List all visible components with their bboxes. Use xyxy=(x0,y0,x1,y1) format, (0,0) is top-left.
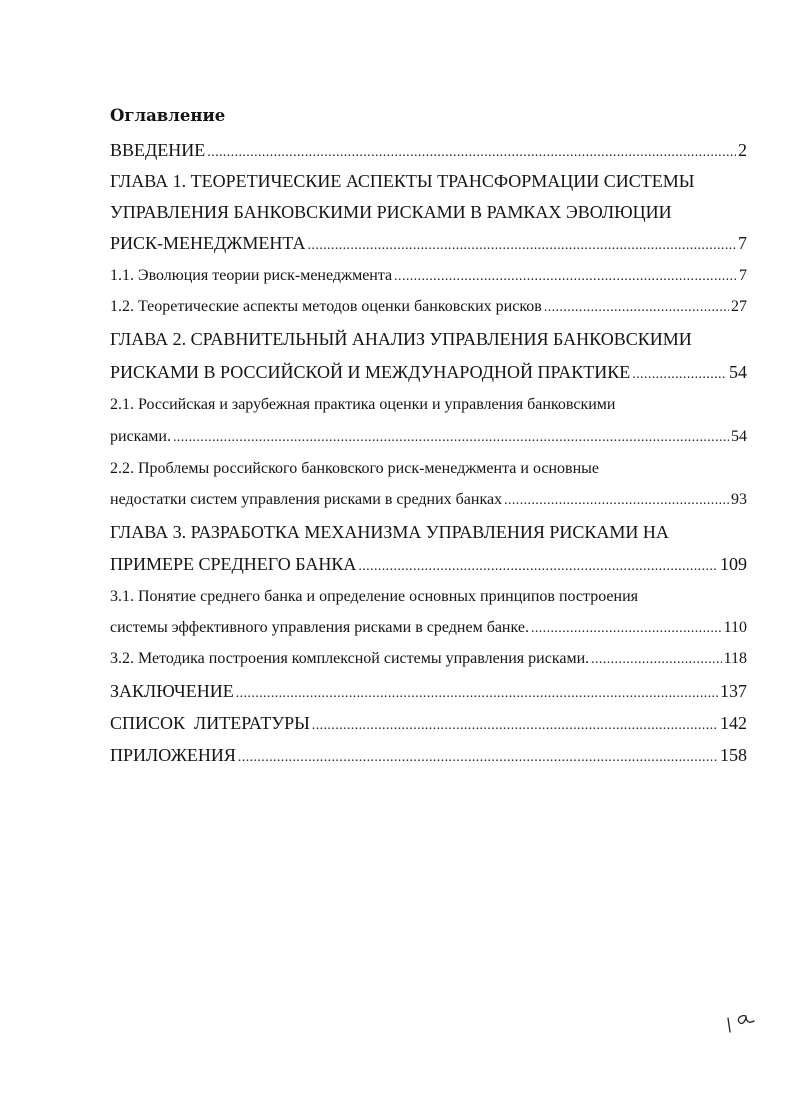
toc-entry-section-2-1 xyxy=(110,428,747,446)
handwritten-mark-icon xyxy=(724,1004,764,1034)
toc-entry-chapter1-line2: УПРАВЛЕНИЯ БАНКОВСКИМИ РИСКАМИ В РАМКАХ ЭВОЛЮЦИИ xyxy=(110,202,672,222)
toc-heading: Оглавление xyxy=(110,106,226,125)
toc-entry-title: рисками. xyxy=(110,428,171,445)
toc-entry-page: 27 xyxy=(731,298,747,315)
dot-leader xyxy=(236,686,718,702)
toc-entry-page: 7 xyxy=(739,267,747,284)
toc-entry-conclusion xyxy=(110,681,747,702)
dot-leader xyxy=(632,367,727,383)
toc-entry-title: недостатки систем управления рисками в средних банках xyxy=(110,491,503,508)
dot-leader xyxy=(207,145,736,161)
toc-entry-page: 118 xyxy=(723,650,747,667)
toc-entry-chapter3 xyxy=(110,554,747,575)
toc-entry-page: 54 xyxy=(729,362,747,382)
toc-entry-page: 137 xyxy=(720,681,747,701)
toc-entry-page: 109 xyxy=(720,554,747,574)
toc-entry-page: 54 xyxy=(731,428,747,445)
toc-entry-title: СПИСОК ЛИТЕРАТУРЫ xyxy=(110,713,310,733)
toc-entry-section-2-2 xyxy=(110,491,747,509)
toc-entry-introduction xyxy=(110,140,747,161)
toc-entry-section-3-2 xyxy=(110,650,747,668)
toc-entry-title: 3.2. Методика построения комплексной системы управления рисками. xyxy=(110,650,590,667)
toc-entry-references xyxy=(110,713,747,734)
dot-leader xyxy=(312,718,718,734)
toc-entry-chapter2-line1: ГЛАВА 2. СРАВНИТЕЛЬНЫЙ АНАЛИЗ УПРАВЛЕНИЯ БАНКОВСКИМИ xyxy=(110,329,692,349)
toc-entry-title: ПРИМЕРЕ СРЕДНЕГО БАНКА xyxy=(110,554,357,574)
dot-leader xyxy=(504,493,729,509)
toc-entry-section-1-2 xyxy=(110,298,747,316)
toc-entry-chapter2 xyxy=(110,362,747,383)
toc-entry-title: 1.1. Эволюция теории риск-менеджмента xyxy=(110,267,393,284)
toc-entry-appendices xyxy=(110,745,747,766)
dot-leader xyxy=(394,269,737,285)
dot-leader xyxy=(308,238,736,254)
toc-entry-chapter3-line1: ГЛАВА 3. РАЗРАБОТКА МЕХАНИЗМА УПРАВЛЕНИЯ РИСКАМИ НА xyxy=(110,522,669,542)
dot-leader xyxy=(531,621,722,637)
toc-entry-page: 158 xyxy=(720,745,747,765)
dot-leader xyxy=(238,750,718,766)
toc-entry-chapter1 xyxy=(110,233,747,254)
toc-entry-title: ЗАКЛЮЧЕНИЕ xyxy=(110,681,234,701)
toc-entry-section-1-1 xyxy=(110,267,747,285)
toc-entry-page: 110 xyxy=(723,619,747,636)
toc-entry-page: 93 xyxy=(731,491,747,508)
toc-entry-title: системы эффективного управления рисками в среднем банке. xyxy=(110,619,529,636)
toc-entry-page: 7 xyxy=(738,233,747,253)
toc-entry-title: ВВЕДЕНИЕ xyxy=(110,140,206,160)
toc-entry-title: ПРИЛОЖЕНИЯ xyxy=(110,745,236,765)
toc-entry-section-3-1 xyxy=(110,619,747,637)
dot-leader xyxy=(544,300,729,316)
toc-entry-section-3-1-line1: 3.1. Понятие среднего банка и определение основных принципов построения xyxy=(110,588,638,605)
toc-entry-title: РИСКАМИ В РОССИЙСКОЙ И МЕЖДУНАРОДНОЙ ПРАКТИКЕ xyxy=(110,362,631,382)
dot-leader xyxy=(591,652,721,668)
toc-entry-title: 1.2. Теоретические аспекты методов оценки банковских рисков xyxy=(110,298,542,315)
dot-leader xyxy=(173,430,729,446)
toc-entry-section-2-2-line1: 2.2. Проблемы российского банковского риск-менеджмента и основные xyxy=(110,460,599,477)
toc-entry-title: РИСК-МЕНЕДЖМЕНТА xyxy=(110,233,306,253)
toc-entry-page: 142 xyxy=(720,713,747,733)
dot-leader xyxy=(358,559,718,575)
toc-entry-page: 2 xyxy=(738,140,747,160)
toc-entry-chapter1-line1: ГЛАВА 1. ТЕОРЕТИЧЕСКИЕ АСПЕКТЫ ТРАНСФОРМАЦИИ СИСТЕМЫ xyxy=(110,171,695,191)
toc-entry-section-2-1-line1: 2.1. Российская и зарубежная практика оценки и управления банковскими xyxy=(110,396,616,413)
